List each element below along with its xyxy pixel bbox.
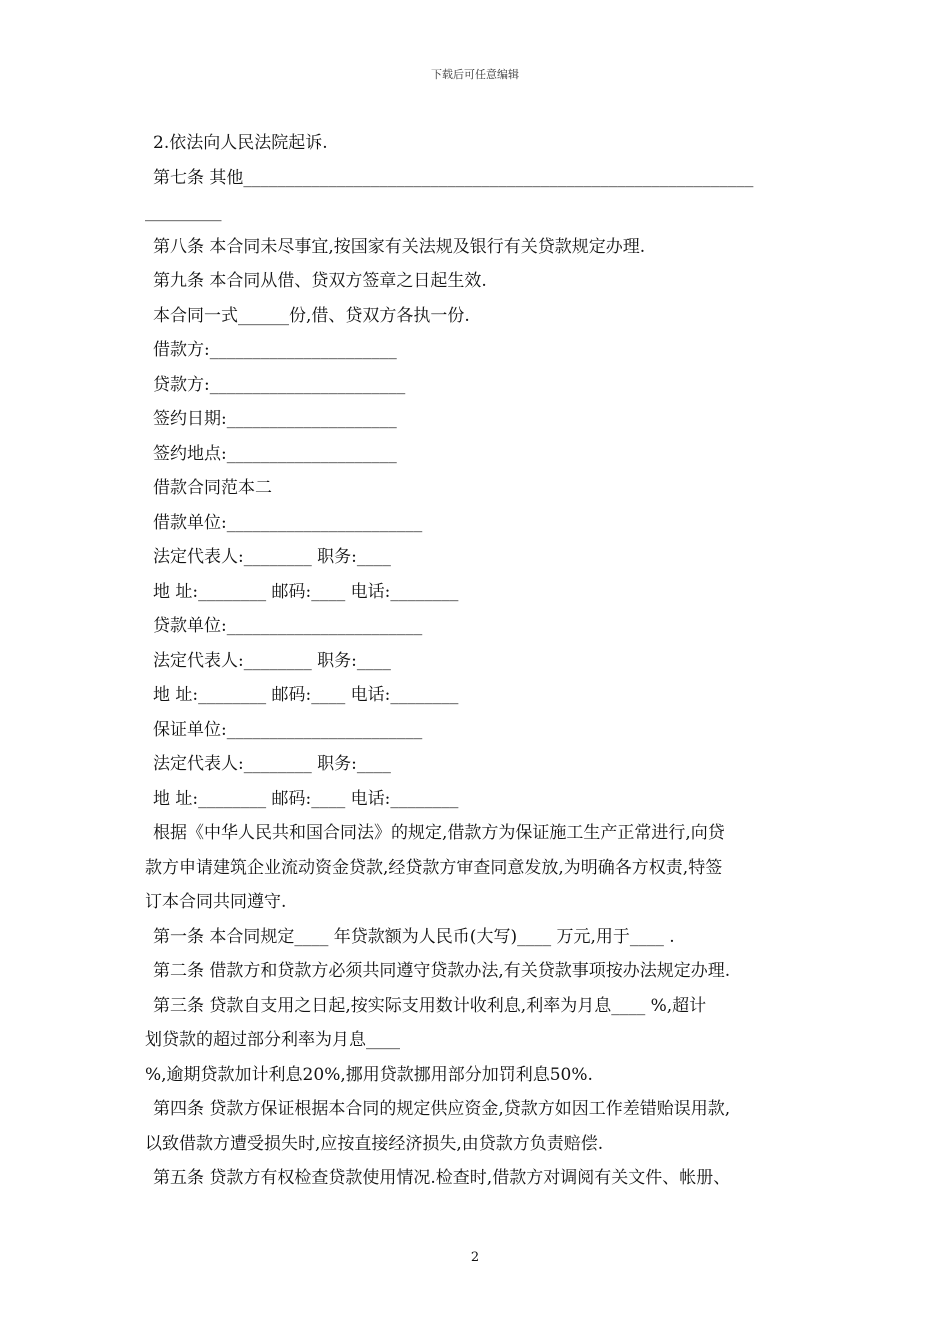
document-line: 以致借款方遭受损失时,应按直接经济损失,由贷款方负责赔偿. xyxy=(145,1133,604,1154)
document-line: 签约地点:____________________ xyxy=(153,443,397,464)
document-line: 第一条 本合同规定____ 年贷款额为人民币(大写)____ 万元,用于____ . xyxy=(153,926,675,947)
document-line: 贷款单位:_______________________ xyxy=(153,616,423,636)
document-line: 第二条 借款方和贷款方必须共同遵守贷款办法,有关贷款事项按办法规定办理. xyxy=(153,961,731,981)
document-line: 地 址:________ 邮码:____ 电话:________ xyxy=(153,685,459,705)
document-line: 签约日期:____________________ xyxy=(153,409,397,429)
document-line: 借款方:______________________ xyxy=(153,340,397,360)
document-line: 2.依法向人民法院起诉. xyxy=(153,133,328,153)
document-line: 法定代表人:________ 职务:____ xyxy=(153,754,391,774)
document-line: 订本合同共同遵守. xyxy=(145,892,287,912)
document-line: _________ xyxy=(145,202,222,222)
document-line: 第三条 贷款自支用之日起,按实际支用数计收利息,利率为月息____ %,超计 xyxy=(153,995,707,1016)
document-line: 本合同一式______份,借、贷双方各执一份. xyxy=(153,305,470,326)
document-line: 地 址:________ 邮码:____ 电话:________ xyxy=(153,788,459,809)
document-line: 保证单位:_______________________ xyxy=(153,719,423,740)
document-line: 第九条 本合同从借、贷双方签章之日起生效. xyxy=(153,271,487,291)
document-line: 贷款方:_______________________ xyxy=(153,374,406,395)
page-header: 下载后可任意编辑 xyxy=(431,68,519,81)
document-line: 划贷款的超过部分利率为月息____ xyxy=(145,1030,400,1050)
document-line: 第五条 贷款方有权检查贷款使用情况.检查时,借款方对调阅有关文件、帐册、 xyxy=(153,1168,731,1188)
document-line: %,逾期贷款加计利息20%,挪用贷款挪用部分加罚利息50%. xyxy=(145,1064,593,1085)
document-line: 借款单位:_______________________ xyxy=(153,512,423,533)
document-line: 款方申请建筑企业流动资金贷款,经贷款方审查同意发放,为明确各方权责,特签 xyxy=(145,857,723,878)
document-line: 借款合同范本二 xyxy=(153,478,272,498)
document-line: 法定代表人:________ 职务:____ xyxy=(153,547,391,567)
document-line: 第四条 贷款方保证根据本合同的规定供应资金,贷款方如因工作差错贻误用款, xyxy=(153,1099,731,1119)
document-line: 根据《中华人民共和国合同法》的规定,借款方为保证施工生产正常进行,向贷 xyxy=(153,823,725,843)
document-line: 第七条 其他____________________________________________________________ xyxy=(153,167,754,188)
page-number: 2 xyxy=(470,1250,480,1265)
document-line: 地 址:________ 邮码:____ 电话:________ xyxy=(153,581,459,602)
document-line: 第八条 本合同未尽事宜,按国家有关法规及银行有关贷款规定办理. xyxy=(153,236,646,257)
document-body xyxy=(145,126,810,1196)
document-line: 法定代表人:________ 职务:____ xyxy=(153,650,391,671)
